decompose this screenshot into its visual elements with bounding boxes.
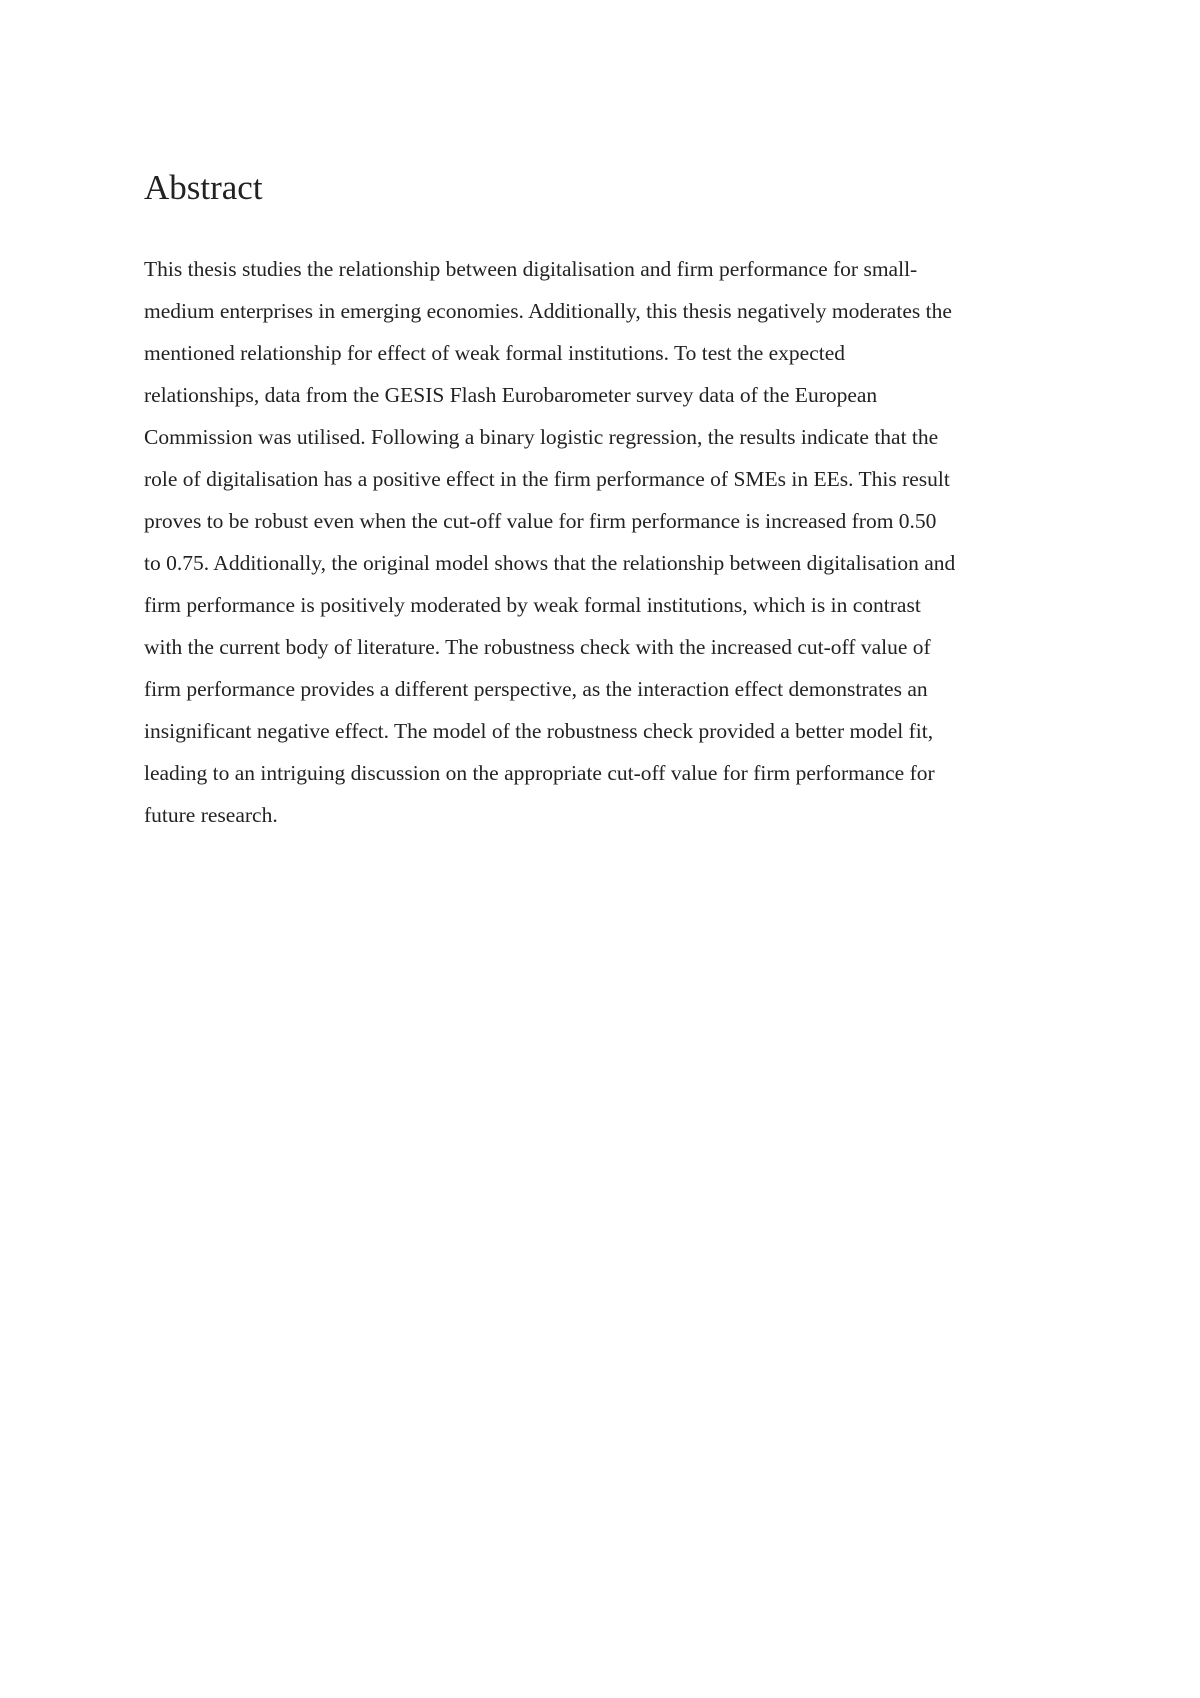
abstract-line: proves to be robust even when the cut-off value for firm performance is increased from 0.50 — [144, 509, 937, 533]
abstract-paragraph — [144, 248, 1074, 836]
abstract-line: firm performance is positively moderated by weak formal institutions, which is in contrast — [144, 593, 921, 617]
abstract-line: relationships, data from the GESIS Flash Eurobarometer survey data of the European — [144, 383, 878, 407]
abstract-section — [144, 166, 1074, 836]
abstract-line: to 0.75. Additionally, the original model shows that the relationship between digitalisation and — [144, 551, 956, 575]
abstract-line: role of digitalisation has a positive effect in the firm performance of SMEs in EEs. This result — [144, 467, 950, 491]
abstract-line: firm performance provides a different perspective, as the interaction effect demonstrates an — [144, 677, 928, 701]
abstract-line: leading to an intriguing discussion on the appropriate cut-off value for firm performance for — [144, 761, 935, 785]
abstract-line: This thesis studies the relationship between digitalisation and firm performance for small- — [144, 257, 918, 281]
abstract-line: medium enterprises in emerging economies. Additionally, this thesis negatively moderates the — [144, 299, 952, 323]
abstract-line: with the current body of literature. The robustness check with the increased cut-off value of — [144, 635, 931, 659]
abstract-line: future research. — [144, 803, 278, 827]
abstract-line: mentioned relationship for effect of weak formal institutions. To test the expected — [144, 341, 846, 365]
abstract-line: Commission was utilised. Following a binary logistic regression, the results indicate that the — [144, 425, 939, 449]
abstract-heading: Abstract — [144, 168, 263, 207]
abstract-line: insignificant negative effect. The model of the robustness check provided a better model fit, — [144, 719, 934, 743]
